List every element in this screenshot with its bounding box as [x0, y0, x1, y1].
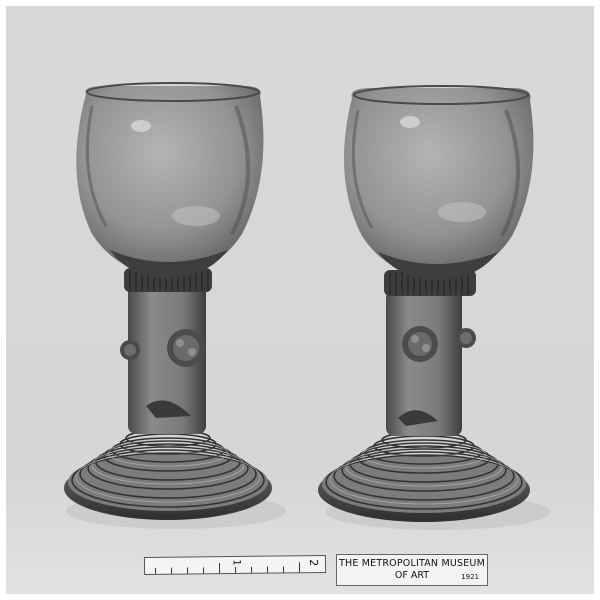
museum-label-year: 1921 — [461, 573, 479, 581]
scale-ruler — [144, 555, 326, 575]
museum-label — [336, 554, 488, 586]
museum-label-line1: THE METROPOLITAN MUSEUM — [339, 558, 485, 569]
glasses-photo — [6, 6, 594, 594]
ruler-mark-1: 1 — [230, 559, 242, 566]
photograph — [6, 6, 594, 594]
ruler-mark-2: 2 — [306, 559, 321, 567]
museum-label-line2: OF ART — [394, 570, 430, 581]
museum-label-row2 — [337, 570, 487, 582]
